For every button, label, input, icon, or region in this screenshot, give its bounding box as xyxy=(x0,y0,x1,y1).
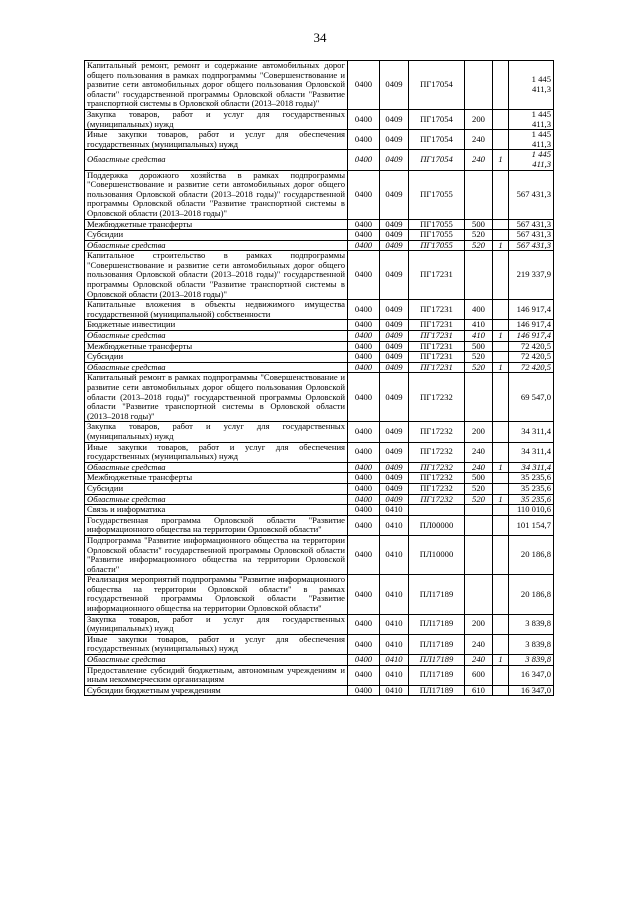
section-code: 0400 xyxy=(348,515,380,535)
subsection-code: 0409 xyxy=(380,170,409,219)
table-row xyxy=(85,575,554,614)
table-row xyxy=(85,230,554,241)
row-name: Областные средства xyxy=(85,362,348,373)
expense-type-code xyxy=(465,515,493,535)
funding-source-code xyxy=(493,685,509,696)
table-row xyxy=(85,331,554,342)
subsection-code: 0409 xyxy=(380,422,409,442)
expense-type-code: 500 xyxy=(465,219,493,230)
table-row xyxy=(85,170,554,219)
row-name: Поддержка дорожного хозяйства в рамках подпрограммы "Совершенствование и развитие сети автомобильных дорог общего пользования Орловской области (2013–2018 годы)" государственной программы Орловской области "Развитие транспортной системы в Орловской области (2013–2018 годы)" xyxy=(85,170,348,219)
row-name: Предоставление субсидий бюджетным, автономным учреждениям и иным некоммерческим организациям xyxy=(85,665,348,685)
expense-type-code: 520 xyxy=(465,362,493,373)
amount: 35 235,6 xyxy=(509,494,554,505)
section-code: 0400 xyxy=(348,614,380,634)
funding-source-code xyxy=(493,320,509,331)
subsection-code: 0410 xyxy=(380,575,409,614)
section-code: 0400 xyxy=(348,219,380,230)
target-article-code: ПГ17232 xyxy=(409,442,465,462)
row-name: Государственная программа Орловской области "Развитие информационного общества на территории Орловской области" xyxy=(85,515,348,535)
section-code: 0400 xyxy=(348,352,380,363)
target-article-code: ПГ17232 xyxy=(409,422,465,442)
expense-type-code: 520 xyxy=(465,352,493,363)
table-row xyxy=(85,483,554,494)
amount: 101 154,7 xyxy=(509,515,554,535)
funding-source-code xyxy=(493,230,509,241)
amount: 34 311,4 xyxy=(509,422,554,442)
section-code: 0400 xyxy=(348,634,380,654)
amount: 3 839,8 xyxy=(509,614,554,634)
funding-source-code xyxy=(493,251,509,300)
table-row xyxy=(85,300,554,320)
expense-type-code xyxy=(465,535,493,574)
funding-source-code xyxy=(493,219,509,230)
funding-source-code xyxy=(493,575,509,614)
amount: 567 431,3 xyxy=(509,170,554,219)
budget-table xyxy=(84,60,554,696)
target-article-code: ПГ17231 xyxy=(409,362,465,373)
section-code: 0400 xyxy=(348,130,380,150)
funding-source-code: 1 xyxy=(493,362,509,373)
target-article-code: ПГ17054 xyxy=(409,61,465,110)
target-article-code: ПГ17231 xyxy=(409,352,465,363)
amount: 146 917,4 xyxy=(509,331,554,342)
section-code: 0400 xyxy=(348,251,380,300)
section-code: 0400 xyxy=(348,685,380,696)
target-article-code: ПГ17231 xyxy=(409,320,465,331)
amount: 72 420,5 xyxy=(509,341,554,352)
table-row xyxy=(85,373,554,422)
expense-type-code: 240 xyxy=(465,655,493,666)
expense-type-code xyxy=(465,575,493,614)
expense-type-code: 410 xyxy=(465,331,493,342)
expense-type-code: 610 xyxy=(465,685,493,696)
target-article-code: ПГ17231 xyxy=(409,331,465,342)
expense-type-code: 520 xyxy=(465,494,493,505)
subsection-code: 0409 xyxy=(380,130,409,150)
target-article-code: ПЛ17189 xyxy=(409,655,465,666)
amount: 34 311,4 xyxy=(509,462,554,473)
subsection-code: 0410 xyxy=(380,665,409,685)
funding-source-code xyxy=(493,373,509,422)
section-code: 0400 xyxy=(348,473,380,484)
row-name: Областные средства xyxy=(85,494,348,505)
section-code: 0400 xyxy=(348,341,380,352)
funding-source-code xyxy=(493,300,509,320)
table-row xyxy=(85,665,554,685)
section-code: 0400 xyxy=(348,655,380,666)
section-code: 0400 xyxy=(348,150,380,170)
row-name: Закупка товаров, работ и услуг для государственных (муниципальных) нужд xyxy=(85,422,348,442)
row-name: Связь и информатика xyxy=(85,505,348,516)
expense-type-code: 240 xyxy=(465,462,493,473)
subsection-code: 0410 xyxy=(380,614,409,634)
funding-source-code: 1 xyxy=(493,494,509,505)
funding-source-code xyxy=(493,634,509,654)
expense-type-code: 240 xyxy=(465,442,493,462)
subsection-code: 0409 xyxy=(380,109,409,129)
subsection-code: 0409 xyxy=(380,341,409,352)
table-row xyxy=(85,494,554,505)
target-article-code: ПГ17054 xyxy=(409,130,465,150)
funding-source-code: 1 xyxy=(493,655,509,666)
expense-type-code xyxy=(465,61,493,110)
subsection-code: 0409 xyxy=(380,300,409,320)
row-name: Капитальное строительство в рамках подпрограммы "Совершенствование и развитие сети автомобильных дорог общего пользования Орловской области (2013–2018 годы)" государственной программы Орловской области "Развитие транспортной системы в Орловской области (2013–2018 годы)" xyxy=(85,251,348,300)
section-code: 0400 xyxy=(348,240,380,251)
funding-source-code xyxy=(493,61,509,110)
target-article-code: ПГ17232 xyxy=(409,462,465,473)
subsection-code: 0409 xyxy=(380,352,409,363)
expense-type-code: 500 xyxy=(465,341,493,352)
amount: 34 311,4 xyxy=(509,442,554,462)
row-name: Иные закупки товаров, работ и услуг для обеспечения государственных (муниципальных) нужд xyxy=(85,130,348,150)
subsection-code: 0409 xyxy=(380,494,409,505)
target-article-code xyxy=(409,505,465,516)
amount: 35 235,6 xyxy=(509,473,554,484)
funding-source-code xyxy=(493,352,509,363)
expense-type-code: 600 xyxy=(465,665,493,685)
amount: 219 337,9 xyxy=(509,251,554,300)
row-name: Капитальные вложения в объекты недвижимого имущества государственной (муниципальной) собственности xyxy=(85,300,348,320)
amount: 567 431,3 xyxy=(509,230,554,241)
page-number: 34 xyxy=(313,30,327,45)
subsection-code: 0409 xyxy=(380,320,409,331)
row-name: Межбюджетные трансферты xyxy=(85,341,348,352)
target-article-code: ПГ17231 xyxy=(409,341,465,352)
amount: 146 917,4 xyxy=(509,300,554,320)
amount: 20 186,8 xyxy=(509,535,554,574)
row-name: Межбюджетные трансферты xyxy=(85,219,348,230)
row-name: Областные средства xyxy=(85,150,348,170)
section-code: 0400 xyxy=(348,320,380,331)
funding-source-code xyxy=(493,130,509,150)
subsection-code: 0409 xyxy=(380,61,409,110)
target-article-code: ПГ17232 xyxy=(409,473,465,484)
expense-type-code: 200 xyxy=(465,614,493,634)
target-article-code: ПГ17055 xyxy=(409,219,465,230)
row-name: Областные средства xyxy=(85,655,348,666)
expense-type-code: 240 xyxy=(465,130,493,150)
amount: 110 010,6 xyxy=(509,505,554,516)
section-code: 0400 xyxy=(348,109,380,129)
table-row xyxy=(85,150,554,170)
amount: 567 431,3 xyxy=(509,219,554,230)
target-article-code: ПЛ00000 xyxy=(409,515,465,535)
target-article-code: ПГ17054 xyxy=(409,150,465,170)
target-article-code: ПЛ17189 xyxy=(409,634,465,654)
expense-type-code: 400 xyxy=(465,300,493,320)
row-name: Капитальный ремонт в рамках подпрограммы "Совершенствование и развитие сети автомобильных дорог общего пользования Орловской области (2013–2018 годы)" государственной программы Орловской области "Развитие транспортной системы в Орловской области (2013–2018 годы)" xyxy=(85,373,348,422)
target-article-code: ПГ17055 xyxy=(409,240,465,251)
funding-source-code xyxy=(493,665,509,685)
amount: 1 445 411,3 xyxy=(509,150,554,170)
section-code: 0400 xyxy=(348,505,380,516)
subsection-code: 0410 xyxy=(380,535,409,574)
section-code: 0400 xyxy=(348,61,380,110)
subsection-code: 0410 xyxy=(380,515,409,535)
row-name: Закупка товаров, работ и услуг для государственных (муниципальных) нужд xyxy=(85,614,348,634)
subsection-code: 0409 xyxy=(380,373,409,422)
expense-type-code: 520 xyxy=(465,230,493,241)
table-row xyxy=(85,505,554,516)
section-code: 0400 xyxy=(348,422,380,442)
row-name: Капитальный ремонт, ремонт и содержание автомобильных дорог общего пользования в рамках подпрограммы "Совершенствование и развитие сети автомобильных дорог общего пользования Орловской области" государственной программы Орловской области "Развитие транспортной системы в Орловской области (2013–2018 годы)" xyxy=(85,61,348,110)
target-article-code: ПГ17232 xyxy=(409,483,465,494)
funding-source-code xyxy=(493,170,509,219)
row-name: Иные закупки товаров, работ и услуг для обеспечения государственных (муниципальных) нужд xyxy=(85,634,348,654)
subsection-code: 0410 xyxy=(380,655,409,666)
table-row xyxy=(85,240,554,251)
amount: 72 420,5 xyxy=(509,352,554,363)
row-name: Областные средства xyxy=(85,331,348,342)
target-article-code: ПЛ10000 xyxy=(409,535,465,574)
row-name: Межбюджетные трансферты xyxy=(85,473,348,484)
table-row xyxy=(85,614,554,634)
table-row xyxy=(85,251,554,300)
subsection-code: 0409 xyxy=(380,362,409,373)
amount: 3 839,8 xyxy=(509,655,554,666)
row-name: Подпрограмма "Развитие информационного общества на территории Орловской области" государственной программы Орловской области "Развитие информационного общества на территории Орловской области" xyxy=(85,535,348,574)
funding-source-code xyxy=(493,473,509,484)
amount: 3 839,8 xyxy=(509,634,554,654)
amount: 16 347,0 xyxy=(509,665,554,685)
amount: 1 445 411,3 xyxy=(509,61,554,110)
amount: 16 347,0 xyxy=(509,685,554,696)
section-code: 0400 xyxy=(348,483,380,494)
subsection-code: 0410 xyxy=(380,634,409,654)
section-code: 0400 xyxy=(348,442,380,462)
table-row xyxy=(85,442,554,462)
row-name: Субсидии xyxy=(85,352,348,363)
target-article-code: ПЛ17189 xyxy=(409,665,465,685)
row-name: Субсидии xyxy=(85,230,348,241)
table-row xyxy=(85,341,554,352)
section-code: 0400 xyxy=(348,494,380,505)
table-row xyxy=(85,535,554,574)
funding-source-code xyxy=(493,483,509,494)
funding-source-code: 1 xyxy=(493,331,509,342)
table-row xyxy=(85,655,554,666)
section-code: 0400 xyxy=(348,170,380,219)
target-article-code: ПЛ17189 xyxy=(409,614,465,634)
amount: 1 445 411,3 xyxy=(509,130,554,150)
expense-type-code: 200 xyxy=(465,109,493,129)
section-code: 0400 xyxy=(348,462,380,473)
budget-table-body xyxy=(85,61,554,696)
subsection-code: 0409 xyxy=(380,473,409,484)
funding-source-code xyxy=(493,505,509,516)
subsection-code: 0409 xyxy=(380,150,409,170)
table-row xyxy=(85,515,554,535)
section-code: 0400 xyxy=(348,665,380,685)
subsection-code: 0410 xyxy=(380,685,409,696)
table-row xyxy=(85,219,554,230)
expense-type-code: 410 xyxy=(465,320,493,331)
row-name: Субсидии бюджетным учреждениям xyxy=(85,685,348,696)
amount: 1 445 411,3 xyxy=(509,109,554,129)
amount: 567 431,3 xyxy=(509,240,554,251)
funding-source-code xyxy=(493,535,509,574)
table-row xyxy=(85,462,554,473)
amount: 72 420,5 xyxy=(509,362,554,373)
target-article-code: ПГ17231 xyxy=(409,300,465,320)
funding-source-code: 1 xyxy=(493,462,509,473)
amount: 35 235,6 xyxy=(509,483,554,494)
expense-type-code: 240 xyxy=(465,150,493,170)
expense-type-code xyxy=(465,170,493,219)
table-row xyxy=(85,634,554,654)
amount: 69 547,0 xyxy=(509,373,554,422)
subsection-code: 0409 xyxy=(380,251,409,300)
row-name: Реализация мероприятий подпрограммы "Развитие информационного общества на территории Орловской области" в рамках государственной программы Орловской области "Развитие информационного общества на территории Орловской области" xyxy=(85,575,348,614)
target-article-code: ПГ17232 xyxy=(409,373,465,422)
expense-type-code: 200 xyxy=(465,422,493,442)
subsection-code: 0409 xyxy=(380,462,409,473)
funding-source-code: 1 xyxy=(493,150,509,170)
section-code: 0400 xyxy=(348,535,380,574)
section-code: 0400 xyxy=(348,300,380,320)
row-name: Субсидии xyxy=(85,483,348,494)
row-name: Областные средства xyxy=(85,462,348,473)
funding-source-code xyxy=(493,614,509,634)
amount: 146 917,4 xyxy=(509,320,554,331)
section-code: 0400 xyxy=(348,575,380,614)
target-article-code: ПГ17054 xyxy=(409,109,465,129)
subsection-code: 0409 xyxy=(380,230,409,241)
row-name: Бюджетные инвестиции xyxy=(85,320,348,331)
row-name: Иные закупки товаров, работ и услуг для обеспечения государственных (муниципальных) нужд xyxy=(85,442,348,462)
subsection-code: 0409 xyxy=(380,483,409,494)
subsection-code: 0409 xyxy=(380,442,409,462)
funding-source-code: 1 xyxy=(493,240,509,251)
subsection-code: 0410 xyxy=(380,505,409,516)
section-code: 0400 xyxy=(348,230,380,241)
table-row xyxy=(85,422,554,442)
funding-source-code xyxy=(493,442,509,462)
funding-source-code xyxy=(493,515,509,535)
target-article-code: ПГ17055 xyxy=(409,230,465,241)
table-row xyxy=(85,685,554,696)
target-article-code: ПЛ17189 xyxy=(409,575,465,614)
section-code: 0400 xyxy=(348,331,380,342)
table-row xyxy=(85,61,554,110)
subsection-code: 0409 xyxy=(380,219,409,230)
target-article-code: ПЛ17189 xyxy=(409,685,465,696)
expense-type-code: 240 xyxy=(465,634,493,654)
section-code: 0400 xyxy=(348,362,380,373)
row-name: Областные средства xyxy=(85,240,348,251)
funding-source-code xyxy=(493,109,509,129)
subsection-code: 0409 xyxy=(380,331,409,342)
funding-source-code xyxy=(493,422,509,442)
row-name: Закупка товаров, работ и услуг для государственных (муниципальных) нужд xyxy=(85,109,348,129)
table-row xyxy=(85,473,554,484)
expense-type-code: 520 xyxy=(465,240,493,251)
table-row xyxy=(85,320,554,331)
table-row xyxy=(85,109,554,129)
amount: 20 186,8 xyxy=(509,575,554,614)
target-article-code: ПГ17231 xyxy=(409,251,465,300)
table-row xyxy=(85,352,554,363)
expense-type-code xyxy=(465,373,493,422)
table-row xyxy=(85,362,554,373)
expense-type-code: 520 xyxy=(465,483,493,494)
funding-source-code xyxy=(493,341,509,352)
expense-type-code: 500 xyxy=(465,473,493,484)
target-article-code: ПГ17232 xyxy=(409,494,465,505)
subsection-code: 0409 xyxy=(380,240,409,251)
section-code: 0400 xyxy=(348,373,380,422)
expense-type-code xyxy=(465,251,493,300)
target-article-code: ПГ17055 xyxy=(409,170,465,219)
expense-type-code xyxy=(465,505,493,516)
table-row xyxy=(85,130,554,150)
